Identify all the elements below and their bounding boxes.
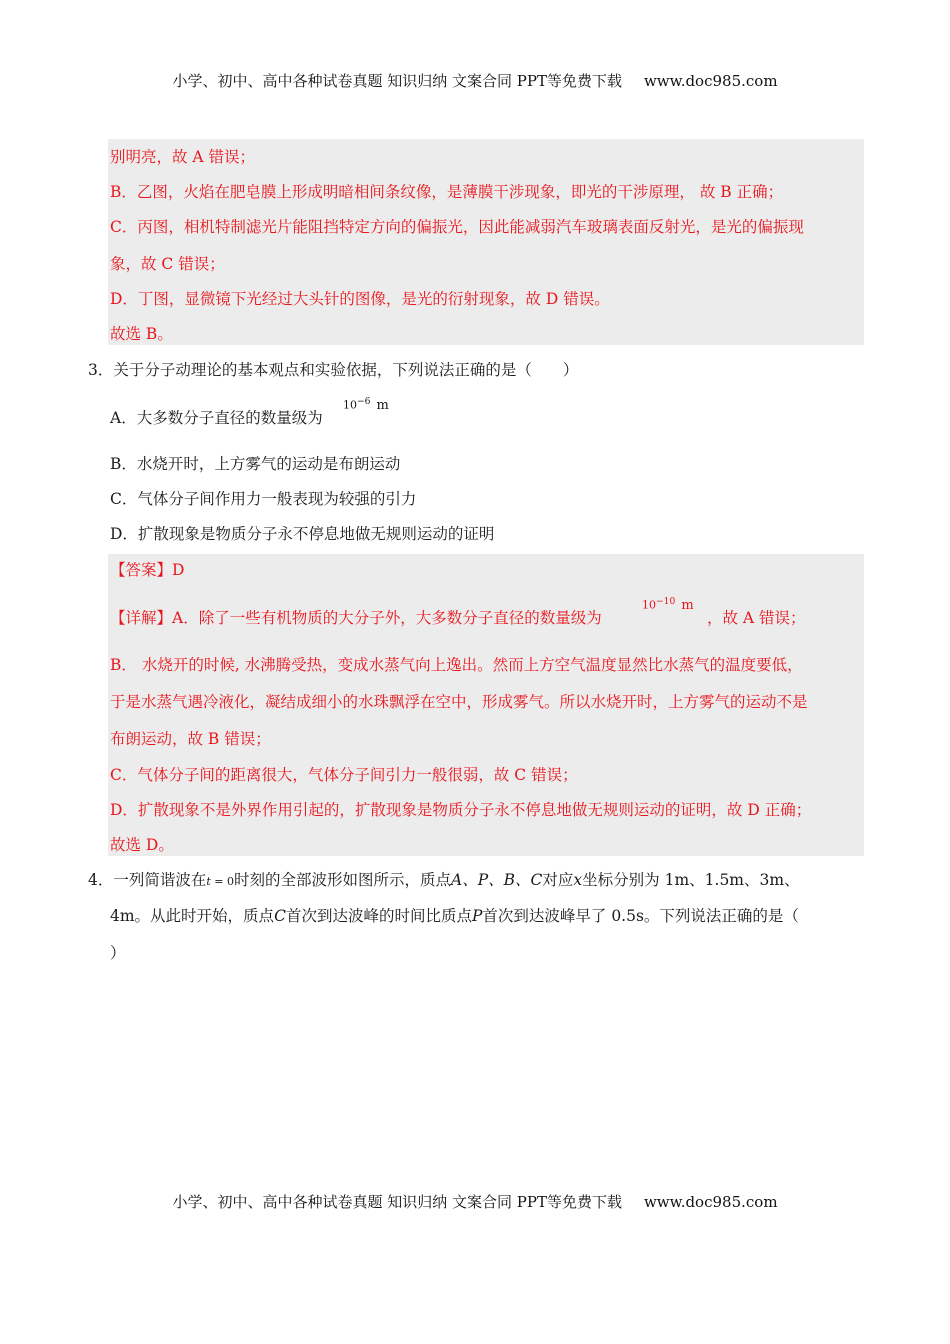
q4-text: 4m。从此时开始，质点 — [110, 907, 275, 925]
q3-detail-c: C．气体分子间的距离很大，气体分子间引力一般很弱，故 C 错误； — [110, 766, 578, 784]
page-footer — [0, 1191, 950, 1212]
q4-var-c: C — [274, 907, 286, 925]
q4-text: 首次到达波峰早了 0.5s。下列说法正确的是（ — [482, 907, 799, 925]
q3-option-b: B．水烧开时，上方雾气的运动是布朗运动 — [110, 455, 401, 473]
exp-power: −6 — [357, 396, 371, 407]
q3-detail-b-line: 于是水蒸气遇冷液化，凝结成细小的水珠飘浮在空中，形成雾气。所以水烧开时，上方雾气的运动不是 — [110, 693, 808, 711]
q2-explanation-line: 别明亮，故 A 错误； — [110, 148, 256, 166]
exp-unit: m — [681, 597, 694, 613]
q3-detail-a-exponent — [642, 595, 694, 613]
q3-detail-d: D．扩散现象不是外界作用引起的，扩散现象是物质分子永不停息地做无规则运动的证明，故 D 正确； — [110, 801, 812, 819]
page-header — [0, 70, 950, 91]
q2-explanation-block — [108, 139, 864, 345]
q4-stem-line2 — [110, 906, 799, 926]
q3-conclusion: 故选 D。 — [110, 836, 174, 854]
q4-stem-line1 — [88, 870, 800, 892]
q2-conclusion: 故选 B。 — [110, 325, 173, 343]
q2-explanation-line: 象，故 C 错误； — [110, 255, 225, 273]
q4-stem-line3: ） — [110, 944, 126, 962]
q4-eq: = 0 — [210, 875, 235, 888]
exp-base: 10 — [642, 598, 656, 612]
q3-option-d: D．扩散现象是物质分子永不停息地做无规则运动的证明 — [110, 525, 495, 543]
footer-text: 小学、初中、高中各种试卷真题 知识归纳 文案合同 PPT等免费下载 — [172, 1193, 622, 1211]
q3-option-c: C．气体分子间作用力一般表现为较强的引力 — [110, 490, 417, 508]
q3-answer: 【答案】D — [110, 561, 185, 579]
q3-option-a-exponent — [343, 395, 389, 413]
detail-label: 【详解】 — [110, 609, 173, 627]
q3-stem: 3．关于分子动理论的基本观点和实验依据，下列说法正确的是（ ） — [88, 361, 579, 379]
q4-text: 对应 — [542, 871, 574, 889]
q3-detail-a-tail: ，故 A 错误； — [707, 609, 806, 627]
q4-text: 时刻的全部波形如图所示，质点 — [234, 871, 452, 889]
q4-var-p: P — [471, 907, 483, 925]
q4-text: 4．一列简谐波在 — [88, 871, 207, 889]
q3-detail-b-line: B． 水烧开的时候, 水沸腾受热，变成水蒸气向上逸出。然而上方空气温度显然比水蒸气的温度要低， — [110, 656, 803, 674]
q4-var-x: x — [573, 871, 583, 889]
q3-detail-b-line: 布朗运动，故 B 错误； — [110, 730, 271, 748]
header-text: 小学、初中、高中各种试卷真题 知识归纳 文案合同 PPT等免费下载 — [172, 72, 622, 90]
q3-detail-a — [110, 608, 602, 628]
exp-unit: m — [376, 397, 389, 413]
q2-explanation-line: D．丁图，显微镜下光经过大头针的图像，是光的衍射现象，故 D 错误。 — [110, 290, 610, 308]
q4-points: A、P、B、C — [451, 871, 543, 889]
footer-url[interactable]: www.doc985.com — [643, 1193, 778, 1211]
q4-var-t: t — [206, 875, 211, 888]
q4-text: 坐标分别为 1m、1.5m、3m、 — [582, 871, 800, 889]
exp-power: −10 — [656, 596, 676, 607]
q2-explanation-line: C．丙图，相机特制滤光片能阻挡特定方向的偏振光，因此能减弱汽车玻璃表面反射光，是光的偏振现 — [110, 218, 804, 236]
q2-explanation-line: B．乙图，火焰在肥皂膜上形成明暗相间条纹像，是薄膜干涉现象，即光的干涉原理， 故 B 正确； — [110, 183, 784, 201]
q4-text: 首次到达波峰的时间比质点 — [285, 907, 472, 925]
q3-option-a: A．大多数分子直径的数量级为 — [110, 409, 323, 427]
header-url[interactable]: www.doc985.com — [643, 72, 778, 90]
detail-a-text: A．除了一些有机物质的大分子外，大多数分子直径的数量级为 — [172, 609, 602, 627]
exp-base: 10 — [343, 398, 357, 412]
